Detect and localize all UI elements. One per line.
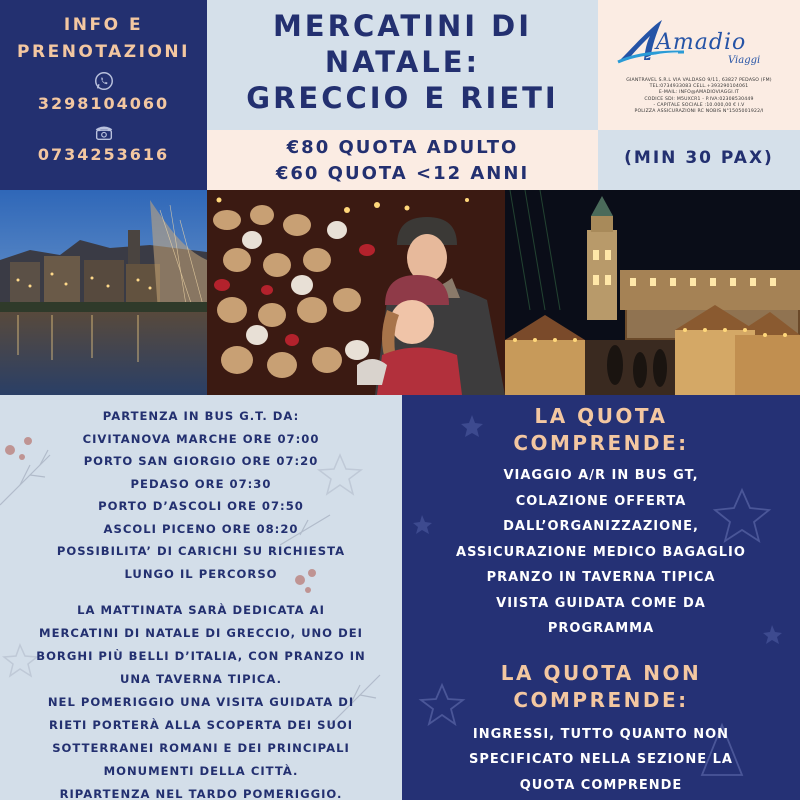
info-heading: [0, 12, 207, 66]
excluded-item: QUOTA COMPRENDE: [519, 777, 683, 793]
included-item: COLAZIONE OFFERTA: [515, 493, 687, 509]
departure-stop: CIVITANOVA MARCHE ORE 07:00: [82, 431, 320, 446]
description-line: LA MATTINATA SARÀ DEDICATA AI: [77, 603, 325, 617]
logo-brand-sub: Viaggi: [728, 55, 761, 66]
included-item: PROGRAMMA: [547, 621, 655, 636]
logo-brand: Amadio: [656, 30, 747, 55]
market-family-image: [207, 190, 505, 395]
included-list: [402, 463, 800, 642]
excluded-heading: [402, 660, 800, 714]
title-line-1: MERCATINI DI: [272, 9, 533, 43]
photo-night-market-tower: [505, 190, 800, 395]
company-line: E-MAIL: INFO@AMADIOVIAGGI.IT: [658, 90, 740, 96]
itinerary-content: [0, 395, 402, 800]
included-item: ASSICURAZIONE MEDICO BAGAGLIO: [456, 544, 746, 560]
quota-content: [402, 403, 800, 798]
landline-phone-link[interactable]: 0734253616: [37, 145, 170, 164]
telephone-icon: [93, 121, 115, 143]
company-line: - CAPITALE SOCIALE :10.000,00 € I.V: [653, 102, 745, 108]
included-item: DALL’ORGANIZZAZIONE,: [503, 519, 699, 534]
description-line: MERCATINI DI NATALE DI GRECCIO, UNO DEI: [39, 626, 363, 640]
info-heading-line-1: INFO E: [63, 15, 144, 35]
itinerary-panel: [0, 395, 402, 800]
included-item: PRANZO IN TAVERNA TIPICA: [486, 570, 716, 585]
excluded-list: [402, 722, 800, 799]
pickup-note: POSSIBILITA’ DI CARICHI SU RICHIESTA: [56, 544, 346, 558]
departure-stop: PORTO D’ASCOLI ORE 07:50: [98, 499, 304, 513]
departure-stop: PEDASO ORE 07:30: [130, 476, 272, 491]
itinerary-description: [0, 599, 402, 800]
photo-river-town: [0, 190, 207, 395]
company-details: [604, 78, 794, 115]
description-line: MONUMENTI DELLA CITTÀ.: [103, 764, 299, 778]
title-panel: [207, 0, 598, 130]
adult-price: €80 QUOTA ADULTO: [286, 137, 519, 158]
excluded-item: SPECIFICATO NELLA SEZIONE LA: [468, 752, 733, 767]
description-line: NEL POMERIGGIO UNA VISITA GUIDATA DI: [47, 695, 355, 709]
company-line: CODICE SDI: M5UXCR1 - P.IVA:02308530449: [644, 96, 754, 102]
min-pax-panel: [598, 130, 800, 190]
departure-stop: PORTO SAN GIORGIO ORE 07:20: [83, 454, 319, 468]
included-heading: [402, 403, 800, 457]
info-panel: [0, 0, 207, 190]
departure-heading: PARTENZA IN BUS G.T. DA:: [102, 409, 300, 423]
min-pax-label: (MIN 30 PAX): [624, 148, 774, 168]
quota-panel: [402, 395, 800, 800]
included-heading-line-1: LA QUOTA: [534, 404, 668, 428]
description-line: BORGHI PIÙ BELLI D’ITALIA, CON PRANZO IN: [36, 649, 366, 663]
included-item: VIAGGIO A/R IN BUS GT,: [503, 468, 699, 483]
excluded-heading-line-1: LA QUOTA NON: [500, 660, 702, 685]
excluded-item: INGRESSI, TUTTO QUANTO NON: [472, 726, 730, 742]
info-heading-line-2: PRENOTAZIONI: [17, 42, 190, 62]
child-price: €60 QUOTA <12 ANNI: [275, 163, 530, 184]
mobile-phone-link[interactable]: 3298104060: [37, 94, 170, 113]
description-line: RIPARTENZA NEL TARDO POMERIGGIO.: [59, 787, 343, 800]
departure-stop: ASCOLI PICENO ORE 08:20: [103, 521, 299, 536]
night-market-image: [505, 190, 800, 395]
logo-panel: [598, 0, 800, 130]
page-title: [207, 8, 598, 116]
excluded-heading-line-2: COMPRENDE:: [513, 687, 689, 712]
description-line: SOTTERRANEI ROMANI E DEI PRINCIPALI: [52, 741, 350, 755]
description-line: UNA TAVERNA TIPICA.: [120, 672, 282, 686]
included-item: VIISTA GUIDATA COME DA: [496, 595, 706, 611]
pickup-note: LUNGO IL PERCORSO: [124, 566, 278, 581]
photo-christmas-market-family: [207, 190, 505, 395]
river-town-image: [0, 190, 207, 395]
title-line-3: GRECCIO E RIETI: [246, 81, 559, 115]
title-line-2: NATALE:: [324, 45, 481, 79]
included-heading-line-2: COMPRENDE:: [513, 431, 689, 455]
description-line: RIETI PORTERÀ ALLA SCOPERTA DEI SUOI: [48, 718, 354, 732]
whatsapp-icon: [93, 70, 115, 92]
company-line: POLIZZA ASSICURAZIONI RC NOBIS N°1505001922/I: [634, 109, 764, 115]
price-panel: [207, 130, 598, 190]
company-line: TEL:0734933083 CELL.+393290104061: [649, 84, 749, 90]
company-line: GIANTRAVEL S.R.L VIA VALDASO 9/11, 63827 PEDASO (FM): [626, 78, 772, 83]
